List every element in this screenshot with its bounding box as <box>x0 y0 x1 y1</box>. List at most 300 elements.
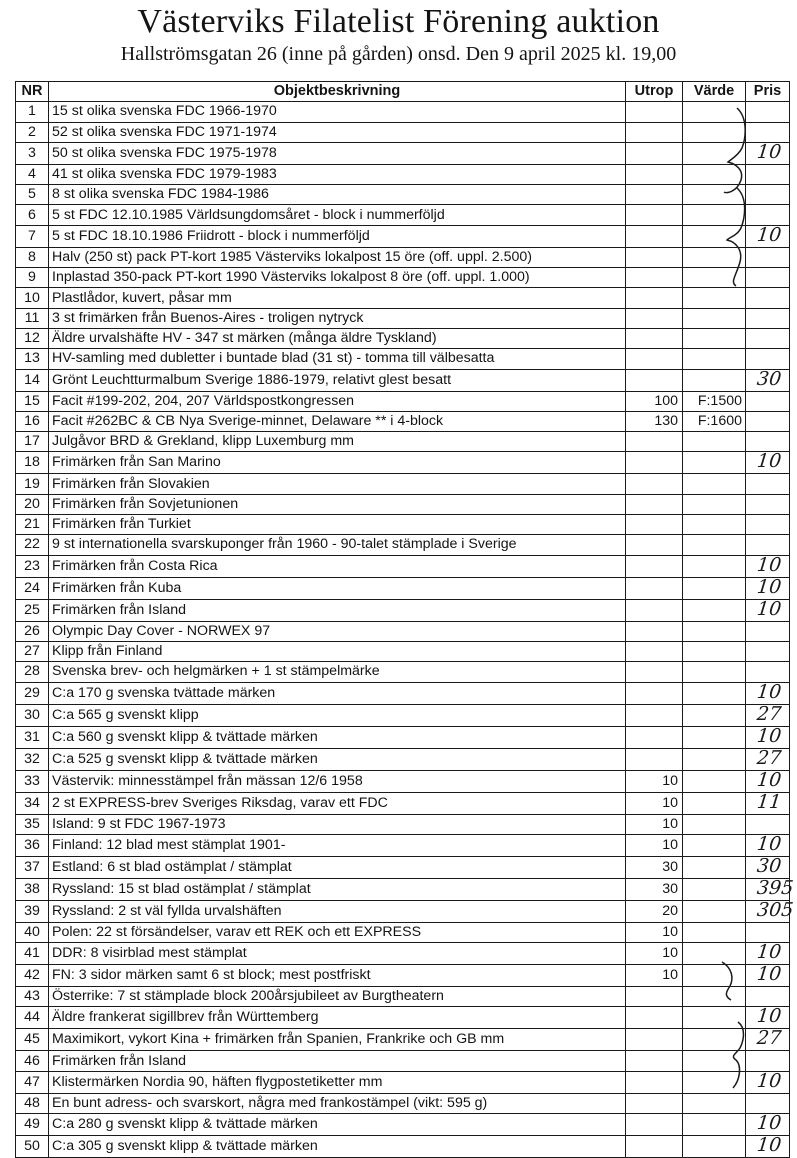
lot-description: Polen: 22 st försändelser, varav ett REK och ett EXPRESS <box>49 922 626 942</box>
lot-number: 19 <box>16 474 49 494</box>
lot-start-price <box>626 662 683 682</box>
column-header-description: Objektbeskrivning <box>49 82 626 102</box>
lot-description: Frimärken från Slovakien <box>49 474 626 494</box>
lot-number: 50 <box>16 1136 49 1158</box>
lot-description: C:a 565 g svenskt klipp <box>49 704 626 726</box>
lot-final-price <box>746 185 790 205</box>
lot-number: 47 <box>16 1071 49 1093</box>
lot-number: 22 <box>16 535 49 555</box>
table-row <box>16 1136 790 1158</box>
lot-number: 41 <box>16 943 49 965</box>
lot-final-price <box>746 391 790 411</box>
lot-catalog-value <box>683 349 746 369</box>
lot-number: 33 <box>16 770 49 792</box>
lot-description: Island: 9 st FDC 1967-1973 <box>49 814 626 834</box>
lot-final-price <box>746 122 790 142</box>
lot-description: C:a 280 g svenskt klipp & tvättade märken <box>49 1114 626 1136</box>
lot-description: Västervik: minnesstämpel från mässan 12/6 1958 <box>49 770 626 792</box>
lot-final-price <box>746 876 795 900</box>
lot-description: Frimärken från Island <box>49 1051 626 1071</box>
lot-catalog-value <box>683 1071 746 1093</box>
lot-start-price <box>626 1007 683 1029</box>
lot-number: 2 <box>16 122 49 142</box>
lot-number: 28 <box>16 662 49 682</box>
table-row <box>16 621 790 641</box>
lot-description: DDR: 8 visirblad mest stämplat <box>49 943 626 965</box>
lot-start-price <box>626 185 683 205</box>
lot-description: C:a 305 g svenskt klipp & tvättade märken <box>49 1136 626 1158</box>
table-row <box>16 474 790 494</box>
table-row <box>16 1029 790 1051</box>
lot-catalog-value <box>683 142 746 164</box>
lot-final-price <box>746 1051 790 1071</box>
table-row <box>16 900 790 922</box>
lot-number: 9 <box>16 268 49 288</box>
lot-catalog-value <box>683 288 746 308</box>
lot-catalog-value <box>683 555 746 577</box>
table-row <box>16 122 790 142</box>
table-row <box>16 328 790 348</box>
lot-final-price <box>746 288 790 308</box>
lot-number: 29 <box>16 682 49 704</box>
lot-start-price <box>626 349 683 369</box>
lot-final-price <box>746 225 790 247</box>
table-row <box>16 494 790 514</box>
table-row <box>16 748 790 770</box>
lot-number: 48 <box>16 1093 49 1113</box>
lot-number: 25 <box>16 599 49 621</box>
lot-catalog-value <box>683 599 746 621</box>
lot-catalog-value <box>683 814 746 834</box>
table-row <box>16 922 790 942</box>
handwritten-price: 305 <box>755 898 795 921</box>
lot-number: 45 <box>16 1029 49 1051</box>
lot-start-price <box>626 225 683 247</box>
lot-start-price <box>626 987 683 1007</box>
lot-number: 12 <box>16 328 49 348</box>
lot-final-price <box>746 770 790 792</box>
lot-start-price <box>626 621 683 641</box>
handwritten-price: 10 <box>755 597 783 620</box>
lot-description: C:a 170 g svenska tvättade märken <box>49 682 626 704</box>
lot-description: Julgåvor BRD & Grekland, klipp Luxemburg mm <box>49 432 626 452</box>
lot-number: 38 <box>16 878 49 900</box>
lot-catalog-value <box>683 621 746 641</box>
lot-catalog-value <box>683 515 746 535</box>
handwritten-price: 10 <box>755 832 783 855</box>
lot-number: 17 <box>16 432 49 452</box>
table-body <box>16 102 795 1158</box>
lot-description: Maximikort, vykort Kina + frimärken från Spanien, Frankrike och GB mm <box>49 1029 626 1051</box>
table-row <box>16 308 790 328</box>
lot-start-price <box>626 515 683 535</box>
lot-final-price <box>746 432 790 452</box>
lot-catalog-value: F:1600 <box>683 411 746 431</box>
lot-start-price <box>626 474 683 494</box>
lot-description: Frimärken från Sovjetunionen <box>49 494 626 514</box>
lot-final-price <box>746 515 790 535</box>
lot-final-price <box>746 1029 790 1051</box>
table-row <box>16 411 790 431</box>
lot-number: 4 <box>16 164 49 184</box>
lot-description: FN: 3 sidor märken samt 6 st block; mest postfriskt <box>49 965 626 987</box>
column-header-utrop: Utrop <box>626 82 683 102</box>
lot-catalog-value <box>683 1051 746 1071</box>
lot-start-price <box>626 328 683 348</box>
lot-final-price <box>746 943 790 965</box>
lot-catalog-value <box>683 328 746 348</box>
lot-start-price <box>626 205 683 225</box>
lot-description: Frimärken från San Marino <box>49 452 626 474</box>
lot-final-price <box>746 474 790 494</box>
lot-number: 15 <box>16 391 49 411</box>
lot-start-price <box>626 1114 683 1136</box>
table-row <box>16 704 790 726</box>
lot-start-price <box>626 704 683 726</box>
lot-description: 15 st olika svenska FDC 1966-1970 <box>49 102 626 122</box>
lot-final-price <box>746 494 790 514</box>
lot-start-price: 20 <box>626 900 683 922</box>
lot-final-price <box>746 205 790 225</box>
lot-final-price <box>746 1136 790 1158</box>
lot-number: 46 <box>16 1051 49 1071</box>
lot-final-price <box>746 349 790 369</box>
lot-start-price: 100 <box>626 391 683 411</box>
lot-catalog-value <box>683 1114 746 1136</box>
lot-number: 35 <box>16 814 49 834</box>
lot-number: 49 <box>16 1114 49 1136</box>
lot-start-price <box>626 599 683 621</box>
table-row <box>16 1071 790 1093</box>
document-header <box>0 0 797 66</box>
handwritten-price: 10 <box>755 553 783 576</box>
table-row <box>16 225 790 247</box>
lot-description: Ryssland: 15 st blad ostämplat / stämplat <box>49 878 626 900</box>
lot-description: Finland: 12 blad mest stämplat 1901- <box>49 834 626 856</box>
lot-description: Äldre urvalshäfte HV - 347 st märken (många äldre Tyskland) <box>49 328 626 348</box>
lot-start-price <box>626 142 683 164</box>
handwritten-price: 10 <box>755 768 783 791</box>
lot-number: 43 <box>16 987 49 1007</box>
lot-description: Inplastad 350-pack PT-kort 1990 Västerviks lokalpost 8 öre (off. uppl. 1.000) <box>49 268 626 288</box>
lot-description: Frimärken från Kuba <box>49 577 626 599</box>
lot-description: Plastlådor, kuvert, påsar mm <box>49 288 626 308</box>
lot-description: Halv (250 st) pack PT-kort 1985 Västerviks lokalpost 15 öre (off. uppl. 2.500) <box>49 247 626 267</box>
lot-number: 16 <box>16 411 49 431</box>
lot-catalog-value <box>683 878 746 900</box>
lot-final-price <box>746 704 790 726</box>
lot-final-price <box>746 102 790 122</box>
table-row <box>16 288 790 308</box>
table-row <box>16 662 790 682</box>
table-row <box>16 205 790 225</box>
lot-final-price <box>746 814 790 834</box>
handwritten-price: 10 <box>755 450 783 473</box>
lot-description: Ryssland: 2 st väl fyllda urvalshäften <box>49 900 626 922</box>
lot-final-price <box>746 792 790 814</box>
lot-description: 8 st olika svenska FDC 1984-1986 <box>49 185 626 205</box>
lot-final-price <box>746 898 795 922</box>
table-row <box>16 1007 790 1029</box>
lot-number: 10 <box>16 288 49 308</box>
lot-description: 9 st internationella svarskuponger från 1960 - 90-talet stämplade i Sverige <box>49 535 626 555</box>
table-header-row <box>16 82 790 102</box>
lot-catalog-value <box>683 474 746 494</box>
handwritten-price: 395 <box>755 876 795 899</box>
lot-catalog-value <box>683 452 746 474</box>
lot-start-price <box>626 577 683 599</box>
table-row <box>16 185 790 205</box>
table-row <box>16 814 790 834</box>
lot-description: Facit #199-202, 204, 207 Världspostkongressen <box>49 391 626 411</box>
lot-start-price <box>626 452 683 474</box>
table-row <box>16 515 790 535</box>
lot-final-price <box>746 641 790 661</box>
lot-number: 5 <box>16 185 49 205</box>
handwritten-price: 11 <box>755 790 783 813</box>
lot-number: 20 <box>16 494 49 514</box>
lot-start-price <box>626 432 683 452</box>
lot-catalog-value: F:1500 <box>683 391 746 411</box>
lot-catalog-value <box>683 432 746 452</box>
lot-start-price <box>626 1051 683 1071</box>
lot-number: 37 <box>16 856 49 878</box>
table-row <box>16 142 790 164</box>
lot-start-price <box>626 682 683 704</box>
lot-catalog-value <box>683 662 746 682</box>
lot-start-price: 10 <box>626 922 683 942</box>
lot-final-price <box>746 164 790 184</box>
lot-start-price <box>626 102 683 122</box>
lot-start-price: 10 <box>626 770 683 792</box>
lot-catalog-value <box>683 577 746 599</box>
handwritten-price: 10 <box>755 1134 783 1157</box>
lot-start-price: 10 <box>626 792 683 814</box>
lot-final-price <box>746 411 790 431</box>
lot-catalog-value <box>683 1029 746 1051</box>
column-header-nr: NR <box>16 82 49 102</box>
auction-table <box>15 81 795 1158</box>
lot-catalog-value <box>683 900 746 922</box>
lot-catalog-value <box>683 102 746 122</box>
lot-number: 14 <box>16 369 49 391</box>
table-row <box>16 577 790 599</box>
lot-start-price <box>626 164 683 184</box>
lot-start-price <box>626 1136 683 1158</box>
lot-description: En bunt adress- och svarskort, några med frankostämpel (vikt: 595 g) <box>49 1093 626 1113</box>
lot-number: 44 <box>16 1007 49 1029</box>
table-row <box>16 965 790 987</box>
lot-number: 23 <box>16 555 49 577</box>
lot-start-price <box>626 268 683 288</box>
lot-description: Facit #262BC & CB Nya Sverige-minnet, Delaware ** i 4-block <box>49 411 626 431</box>
lot-final-price <box>746 834 790 856</box>
lot-description: 50 st olika svenska FDC 1975-1978 <box>49 142 626 164</box>
lot-final-price <box>746 748 790 770</box>
lot-catalog-value <box>683 535 746 555</box>
handwritten-price: 10 <box>755 575 783 598</box>
lot-catalog-value <box>683 987 746 1007</box>
handwritten-price: 10 <box>755 1069 783 1092</box>
lot-final-price <box>746 1007 790 1029</box>
lot-final-price <box>746 965 790 987</box>
table-row <box>16 102 790 122</box>
lot-description: Svenska brev- och helgmärken + 1 st stämpelmärke <box>49 662 626 682</box>
table-row <box>16 1114 790 1136</box>
lot-description: Olympic Day Cover - NORWEX 97 <box>49 621 626 641</box>
table-row <box>16 391 790 411</box>
lot-catalog-value <box>683 205 746 225</box>
lot-start-price <box>626 1071 683 1093</box>
table-row <box>16 856 790 878</box>
lot-catalog-value <box>683 641 746 661</box>
handwritten-price: 10 <box>755 1005 783 1028</box>
lot-final-price <box>746 599 790 621</box>
lot-catalog-value <box>683 122 746 142</box>
lot-number: 18 <box>16 452 49 474</box>
lot-final-price <box>746 577 790 599</box>
table-row <box>16 1093 790 1113</box>
lot-start-price <box>626 726 683 748</box>
lot-description: Äldre frankerat sigillbrev från Württemberg <box>49 1007 626 1029</box>
lot-final-price <box>746 142 790 164</box>
lot-number: 7 <box>16 225 49 247</box>
lot-number: 21 <box>16 515 49 535</box>
lot-start-price: 30 <box>626 878 683 900</box>
lot-description: 5 st FDC 12.10.1985 Världsungdomsåret - block i nummerföljd <box>49 205 626 225</box>
lot-start-price: 130 <box>626 411 683 431</box>
lot-catalog-value <box>683 792 746 814</box>
lot-final-price <box>746 328 790 348</box>
lot-number: 31 <box>16 726 49 748</box>
table-row <box>16 943 790 965</box>
lot-catalog-value <box>683 308 746 328</box>
lot-description: Grönt Leuchtturmalbum Sverige 1886-1979, relativt glest besatt <box>49 369 626 391</box>
lot-number: 27 <box>16 641 49 661</box>
handwritten-price: 10 <box>755 140 783 163</box>
lot-catalog-value <box>683 1007 746 1029</box>
lot-catalog-value <box>683 268 746 288</box>
lot-start-price <box>626 641 683 661</box>
table-row <box>16 452 790 474</box>
lot-final-price <box>746 1093 790 1113</box>
lot-final-price <box>746 726 790 748</box>
column-header-pris: Pris <box>746 82 790 102</box>
lot-catalog-value <box>683 369 746 391</box>
table-row <box>16 349 790 369</box>
lot-description: C:a 560 g svenskt klipp & tvättade märken <box>49 726 626 748</box>
table-row <box>16 987 790 1007</box>
lot-final-price <box>746 682 790 704</box>
table-row <box>16 555 790 577</box>
table-row <box>16 247 790 267</box>
lot-start-price: 10 <box>626 834 683 856</box>
handwritten-price: 30 <box>755 854 783 877</box>
handwritten-price: 27 <box>755 1027 783 1050</box>
lot-final-price <box>746 452 790 474</box>
lot-catalog-value <box>683 704 746 726</box>
lot-start-price: 10 <box>626 943 683 965</box>
lot-start-price <box>626 247 683 267</box>
lot-catalog-value <box>683 1136 746 1158</box>
lot-number: 34 <box>16 792 49 814</box>
table-row <box>16 770 790 792</box>
lot-start-price <box>626 122 683 142</box>
lot-start-price <box>626 535 683 555</box>
lot-catalog-value <box>683 682 746 704</box>
lot-number: 39 <box>16 900 49 922</box>
handwritten-price: 10 <box>755 680 783 703</box>
lot-final-price <box>746 621 790 641</box>
table-row <box>16 834 790 856</box>
lot-description: 5 st FDC 18.10.1986 Friidrott - block i nummerföljd <box>49 225 626 247</box>
lot-start-price <box>626 1029 683 1051</box>
table-row <box>16 599 790 621</box>
page-subtitle: Hallströmsgatan 26 (inne på gården) onsd. Den 9 april 2025 kl. 19,00 <box>120 43 677 65</box>
lot-final-price <box>746 1114 790 1136</box>
lot-start-price <box>626 369 683 391</box>
handwritten-price: 10 <box>755 941 783 964</box>
handwritten-price: 10 <box>755 963 783 986</box>
lot-start-price <box>626 555 683 577</box>
handwritten-price: 27 <box>755 702 783 725</box>
lot-final-price <box>746 1071 790 1093</box>
lot-description: Klipp från Finland <box>49 641 626 661</box>
lot-start-price <box>626 1093 683 1113</box>
handwritten-price: 10 <box>755 724 783 747</box>
lot-catalog-value <box>683 164 746 184</box>
lot-number: 42 <box>16 965 49 987</box>
table-row <box>16 726 790 748</box>
lot-number: 36 <box>16 834 49 856</box>
lot-catalog-value <box>683 726 746 748</box>
lot-final-price <box>746 555 790 577</box>
table-row <box>16 535 790 555</box>
handwritten-price: 10 <box>755 223 783 246</box>
lot-catalog-value <box>683 856 746 878</box>
lot-number: 24 <box>16 577 49 599</box>
lot-description: 3 st frimärken från Buenos-Aires - troligen nytryck <box>49 308 626 328</box>
column-header-varde: Värde <box>683 82 746 102</box>
lot-number: 30 <box>16 704 49 726</box>
lot-description: Estland: 6 st blad ostämplat / stämplat <box>49 856 626 878</box>
lot-start-price: 10 <box>626 814 683 834</box>
lot-start-price <box>626 748 683 770</box>
table-row <box>16 792 790 814</box>
lot-number: 3 <box>16 142 49 164</box>
lot-final-price <box>746 247 790 267</box>
lot-description: 41 st olika svenska FDC 1979-1983 <box>49 164 626 184</box>
lot-start-price: 10 <box>626 965 683 987</box>
page-title: Västerviks Filatelist Förening auktion <box>137 3 660 40</box>
handwritten-price: 27 <box>755 746 783 769</box>
lot-description: C:a 525 g svenskt klipp & tvättade märken <box>49 748 626 770</box>
table-row <box>16 682 790 704</box>
lot-number: 11 <box>16 308 49 328</box>
lot-catalog-value <box>683 1093 746 1113</box>
lot-final-price <box>746 535 790 555</box>
lot-description: Klistermärken Nordia 90, häften flygpostetiketter mm <box>49 1071 626 1093</box>
lot-description: 2 st EXPRESS-brev Sveriges Riksdag, varav ett FDC <box>49 792 626 814</box>
lot-start-price: 30 <box>626 856 683 878</box>
lot-final-price <box>746 268 790 288</box>
lot-description: Österrike: 7 st stämplade block 200årsjubileet av Burgtheatern <box>49 987 626 1007</box>
lot-start-price <box>626 494 683 514</box>
lot-number: 40 <box>16 922 49 942</box>
lot-catalog-value <box>683 965 746 987</box>
lot-catalog-value <box>683 225 746 247</box>
lot-number: 1 <box>16 102 49 122</box>
